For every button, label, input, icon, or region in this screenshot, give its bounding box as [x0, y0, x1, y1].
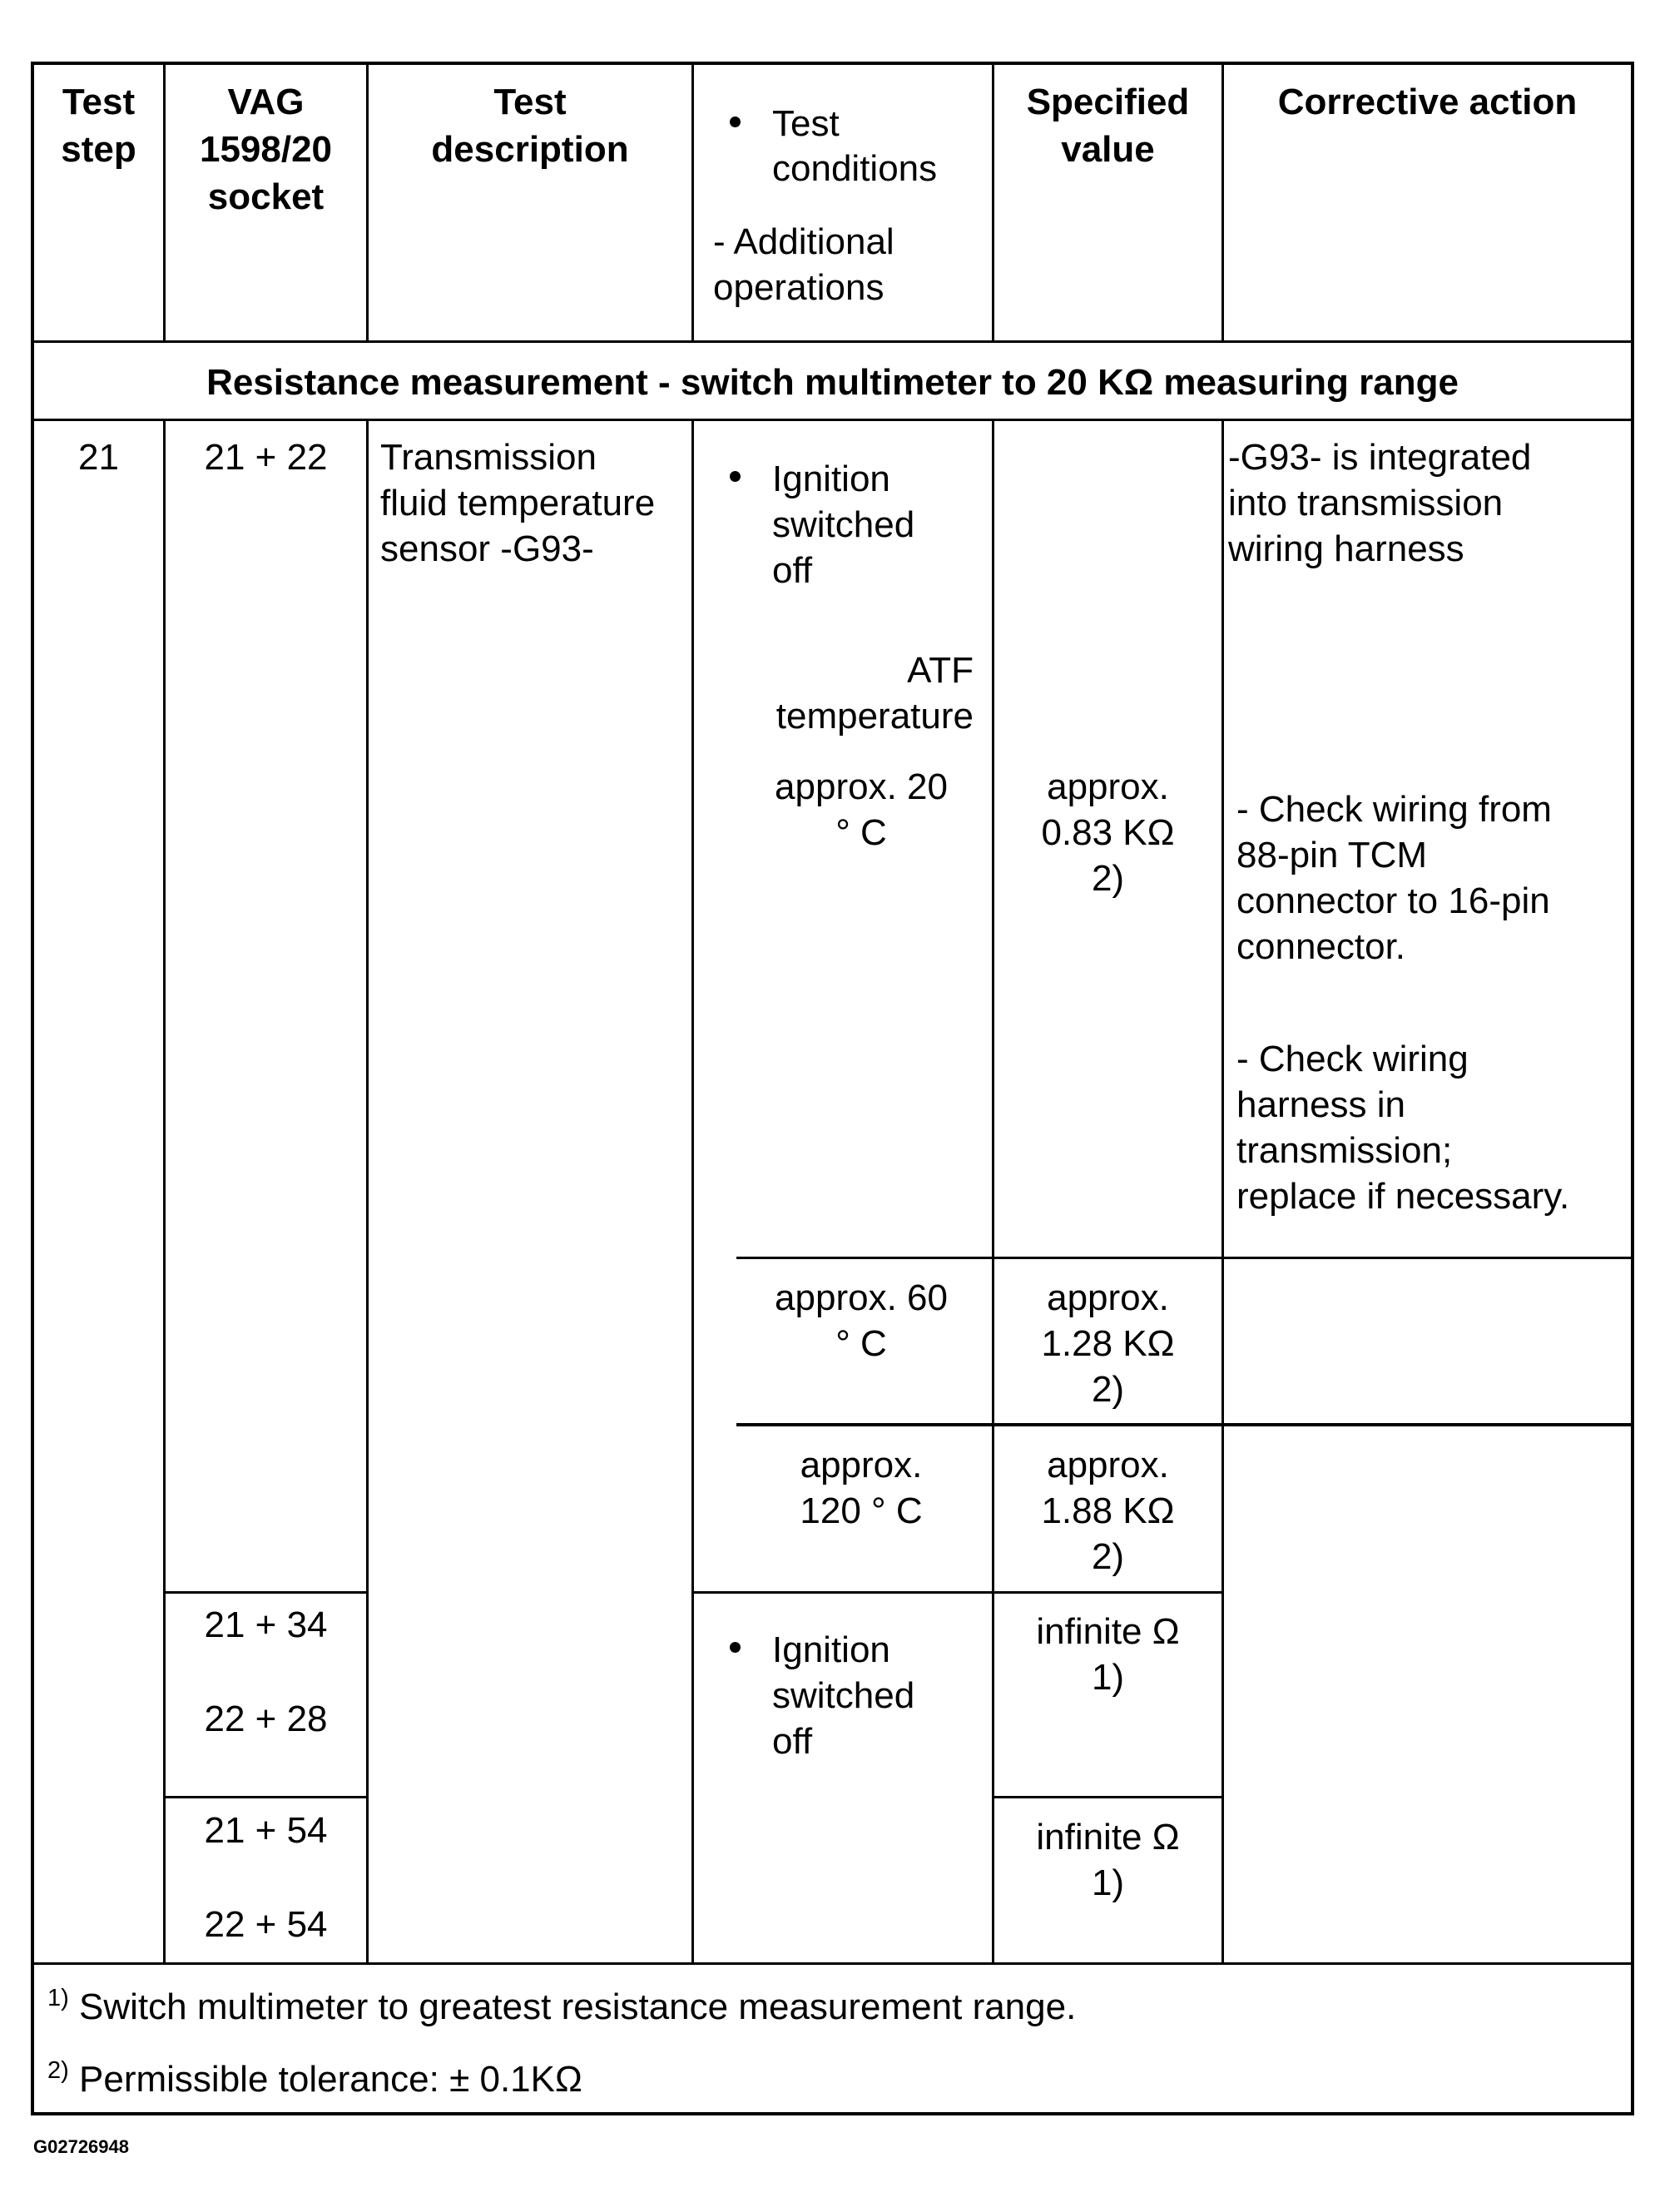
bullet-icon	[730, 117, 741, 127]
section-title: Resistance measurement - switch multimeter to 20 KΩ measuring range	[206, 362, 1459, 403]
footnote-1-text: Switch multimeter to greatest resistance measurement range.	[79, 1986, 1077, 2027]
resistance-test-table-document: Test step VAG 1598/20 socket Test description Test conditions - Additional operations Specified value Corrective action Resistance measurement - switch multimeter to 20 KΩ measuring range 21 21 + 22 Transmission fluid temperature sensor -G93- Ignition switched off ATF temperature -G93- is integrated into transmission wiring harness - Check wiring from 88-pin TCM connector to 16-pin connector. - Check wiring harness in transmission; replace if necessary. approx. 20 ° C approx. 0.83 KΩ 2) approx. 60 ° C approx. 1.28 KΩ 2) approx. 120 ° C approx. 1.88 KΩ 2) 21 + 34 22 + 28 Ignition switched off infinite Ω 1) 21 + 54 22 + 54 infinite Ω 1) $^{1)}$ Switch multimeter to greatest resistance measurement range. $^{2)}$ Permissible tolerance: ± 0.1KΩ G02726948	[0, 0, 1655, 2212]
footnote-1	[47, 1984, 1076, 2035]
col-rule-5b	[1221, 419, 1224, 1964]
bullet-icon	[730, 1642, 741, 1653]
footnote-2-text: Permissible tolerance: ± 0.1KΩ	[79, 2059, 582, 2100]
col-rule-3	[691, 62, 694, 340]
col-rule-2b	[366, 419, 369, 1964]
rule-temp-120	[736, 1423, 1634, 1426]
footnote-2-mark: 2)	[47, 2057, 69, 2084]
rule-conditions-second	[693, 1591, 1223, 1594]
rule-value-b	[993, 1796, 1223, 1798]
col-rule-4b	[992, 419, 994, 1964]
table-border-bottom	[31, 2112, 1634, 2115]
header-corrective-action: Corrective action	[1277, 82, 1578, 122]
table-border-top	[31, 62, 1634, 65]
rule-temp-60	[736, 1257, 1634, 1259]
footnote-1-mark: 1)	[47, 1985, 69, 2011]
bullet-icon	[730, 471, 741, 482]
socket-main: 21 + 22	[204, 437, 328, 478]
col-rule-3b	[691, 419, 694, 1964]
test-step-number: 21	[78, 437, 119, 478]
rule-socket-pair-a	[165, 1591, 368, 1594]
figure-id: G02726948	[33, 2136, 129, 2157]
footnote-top-rule	[31, 1962, 1634, 1965]
footnote-2	[47, 2056, 582, 2107]
header-bottom-rule	[31, 340, 1634, 343]
section-bottom-rule	[31, 419, 1634, 421]
rule-socket-pair-b	[165, 1796, 368, 1798]
table-border-right	[1631, 62, 1634, 2115]
